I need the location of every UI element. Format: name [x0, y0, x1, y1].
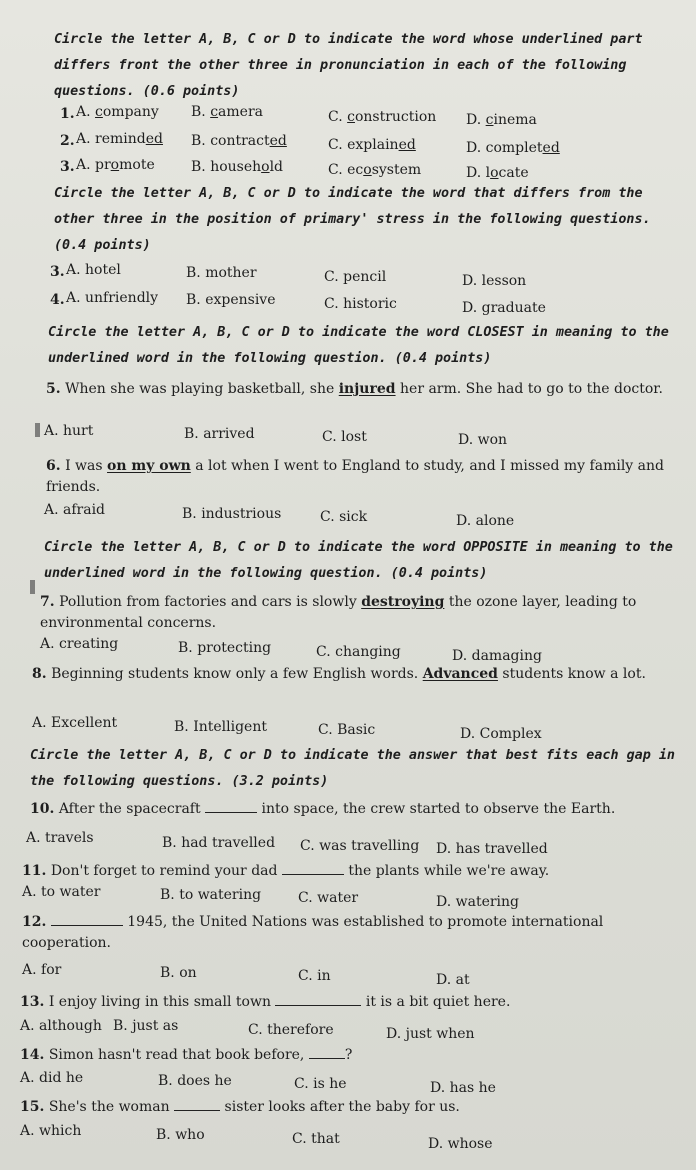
- q14-option-b[interactable]: B. does he: [158, 1073, 232, 1089]
- q5-option-a[interactable]: A. unfriendly: [66, 290, 159, 306]
- instruction-gap-fill: Circle the letter A, B, C or D to indicate the answer that best fits each gap in the following questions. (3.2 points): [30, 748, 675, 789]
- q8-option-b[interactable]: B. protecting: [178, 640, 272, 656]
- q8-option-d[interactable]: D. damaging: [452, 648, 542, 664]
- q10-option-c[interactable]: C. was travelling: [300, 838, 420, 854]
- q4-option-c[interactable]: C. pencil: [324, 269, 387, 285]
- q9-option-d[interactable]: D. Complex: [460, 726, 542, 742]
- instruction-pronunciation: Circle the letter A, B, C or D to indicate the word whose underlined part differs front the other three in pronunciation in each of the following questions. (0.6 points): [54, 32, 643, 99]
- instruction-opposite: Circle the letter A, B, C or D to indicate the word OPPOSITE in meaning to the underlined word in the following question. (0.4 points): [44, 540, 673, 581]
- q1-option-a[interactable]: A. company: [76, 104, 159, 120]
- answer-blank[interactable]: [275, 993, 361, 1006]
- q2-option-a[interactable]: A. reminded: [76, 131, 163, 147]
- q14-option-c[interactable]: C. is he: [294, 1076, 347, 1092]
- answer-blank[interactable]: [309, 1046, 345, 1059]
- q14-option-d[interactable]: D. has he: [430, 1080, 496, 1096]
- q13-option-d[interactable]: D. just when: [386, 1026, 475, 1042]
- q4-option-d[interactable]: D. lesson: [462, 273, 527, 289]
- q6-option-c[interactable]: C. lost: [322, 429, 367, 445]
- q12-option-b[interactable]: B. on: [160, 965, 197, 981]
- q15-option-b[interactable]: B. who: [156, 1127, 205, 1143]
- q12-option-a[interactable]: A. for: [22, 962, 62, 978]
- q9-option-c[interactable]: C. Basic: [318, 722, 376, 738]
- q13-option-a[interactable]: A. although: [20, 1018, 102, 1034]
- question-5: 5. When she was playing basketball, she injured her arm. She had to go to the doctor.: [46, 381, 663, 397]
- question-15: 15. She's the woman sister looks after the baby for us.: [20, 1099, 460, 1115]
- instruction-stress: Circle the letter A, B, C or D to indicate the word that differs from the other three in the position of primary' stress in the following questions. (0.4 points): [54, 186, 651, 253]
- question-14: 14. Simon hasn't read that book before, ?: [20, 1047, 353, 1063]
- q6-option-d[interactable]: D. won: [458, 432, 508, 448]
- q3-option-a[interactable]: A. promote: [76, 157, 155, 173]
- q13-option-b[interactable]: B. just as: [113, 1018, 179, 1034]
- instruction-closest: Circle the letter A, B, C or D to indicate the word CLOSEST in meaning to the underlined word in the following question. (0.4 points): [48, 325, 669, 366]
- q2-option-d[interactable]: D. completed: [466, 140, 560, 156]
- q10-option-a[interactable]: A. travels: [26, 830, 94, 846]
- answer-blank[interactable]: [174, 1098, 220, 1111]
- q10-option-d[interactable]: D. has travelled: [436, 841, 548, 857]
- q1-option-d[interactable]: D. cinema: [466, 112, 537, 128]
- q11-option-a[interactable]: A. to water: [22, 884, 101, 900]
- q8-option-c[interactable]: C. changing: [316, 644, 401, 660]
- question-11: 11. Don't forget to remind your dad the plants while we're away.: [22, 863, 550, 879]
- question-6: 6. I was on my own a lot when I went to England to study, and I missed my family and friends.: [46, 458, 664, 495]
- q7-option-a[interactable]: A. afraid: [44, 502, 106, 518]
- q9-option-b[interactable]: B. Intelligent: [174, 719, 267, 735]
- q12-option-d[interactable]: D. at: [436, 972, 470, 988]
- q6-option-a[interactable]: A. hurt: [44, 423, 94, 439]
- q3-option-c[interactable]: C. ecosystem: [328, 162, 422, 178]
- q15-option-d[interactable]: D. whose: [428, 1136, 493, 1152]
- q5-option-b[interactable]: B. expensive: [186, 292, 276, 308]
- q12-option-c[interactable]: C. in: [298, 968, 331, 984]
- q7-option-b[interactable]: B. industrious: [182, 506, 282, 522]
- question-10: 10. After the spacecraft into space, the crew started to observe the Earth.: [30, 801, 616, 817]
- q11-option-d[interactable]: D. watering: [436, 894, 520, 910]
- question-3: 3.: [60, 159, 75, 175]
- q15-option-c[interactable]: C. that: [292, 1131, 340, 1147]
- question-8: 8. Beginning students know only a few English words. Advanced students know a lot.: [32, 666, 646, 682]
- q4-option-a[interactable]: A. hotel: [66, 262, 121, 278]
- question-7: 7. Pollution from factories and cars is slowly destroying the ozone layer, leading to environmental concerns.: [40, 594, 637, 631]
- q3-option-b[interactable]: B. household: [191, 159, 284, 175]
- q13-option-c[interactable]: C. therefore: [248, 1022, 334, 1038]
- answer-blank[interactable]: [282, 862, 344, 875]
- answer-blank[interactable]: [51, 913, 123, 926]
- q15-option-a[interactable]: A. which: [20, 1123, 82, 1139]
- pen-mark: [30, 580, 35, 594]
- q1-option-b[interactable]: B. camera: [191, 104, 263, 120]
- q4-option-b[interactable]: B. mother: [186, 265, 257, 281]
- q1-option-c[interactable]: C. construction: [328, 109, 437, 125]
- q5-option-c[interactable]: C. historic: [324, 296, 397, 312]
- answer-blank[interactable]: [205, 800, 257, 813]
- q11-option-c[interactable]: C. water: [298, 890, 359, 906]
- q10-option-b[interactable]: B. had travelled: [162, 835, 276, 851]
- question-13: 13. I enjoy living in this small town it is a bit quiet here.: [20, 994, 511, 1010]
- question-12: 12. 1945, the United Nations was established to promote international cooperation.: [22, 914, 604, 951]
- q8-option-a[interactable]: A. creating: [40, 636, 119, 652]
- q9-option-a[interactable]: A. Excellent: [32, 715, 118, 731]
- q3-option-d[interactable]: D. locate: [466, 165, 529, 181]
- q14-option-a[interactable]: A. did he: [20, 1070, 84, 1086]
- question-3b: 3.: [50, 264, 65, 280]
- q11-option-b[interactable]: B. to watering: [160, 887, 262, 903]
- q5-option-d[interactable]: D. graduate: [462, 300, 546, 316]
- pen-mark: [35, 423, 40, 437]
- question-1: 1.: [60, 106, 75, 122]
- q2-option-b[interactable]: B. contracted: [191, 133, 287, 149]
- question-4: 4.: [50, 292, 65, 308]
- q7-option-d[interactable]: D. alone: [456, 513, 515, 529]
- q2-option-c[interactable]: C. explained: [328, 137, 416, 153]
- q7-option-c[interactable]: C. sick: [320, 509, 368, 525]
- question-2: 2.: [60, 133, 75, 149]
- q6-option-b[interactable]: B. arrived: [184, 426, 255, 442]
